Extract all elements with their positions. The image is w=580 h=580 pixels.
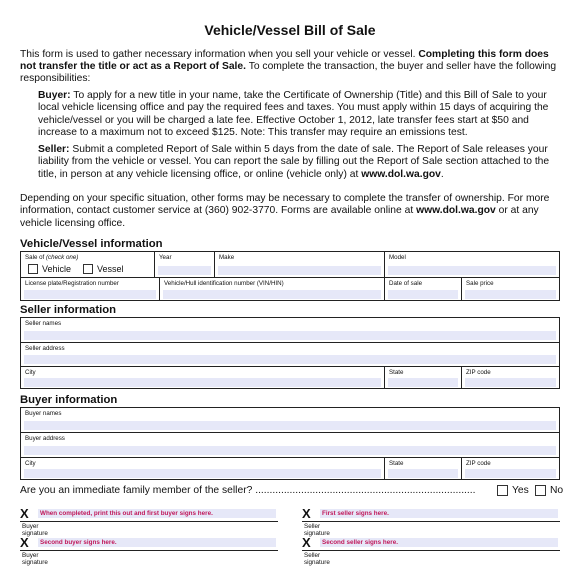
family-member-question: Are you an immediate family member of the seller? ............................................................................. (20, 485, 476, 496)
signature-x-mark: X (302, 506, 311, 521)
seller-names-input[interactable] (24, 331, 556, 340)
model-cell (384, 252, 559, 277)
seller-signature-caption: Seller signature (304, 523, 330, 537)
buyer-info-grid (20, 407, 560, 480)
date-of-sale-input[interactable] (388, 290, 458, 299)
vin-cell (159, 278, 384, 301)
seller-city-row (21, 366, 559, 389)
depend-link[interactable]: www.dol.wa.gov (416, 205, 496, 217)
vehicle-info-grid (20, 251, 560, 301)
seller-city-label: City (25, 369, 36, 376)
second-seller-signature-field[interactable]: Second seller signs here. (320, 538, 558, 547)
year-label: Year (159, 254, 172, 261)
first-buyer-signature-field[interactable]: When completed, print this out and first buyer signs here. (38, 509, 276, 518)
buyer-zip-input[interactable] (465, 469, 556, 478)
seller-city-cell (21, 367, 384, 389)
buyer-city-label: City (25, 460, 36, 467)
seller-address-label: Seller address (25, 345, 65, 352)
page-title: Vehicle/Vessel Bill of Sale (204, 22, 376, 38)
no-checkbox[interactable] (535, 485, 563, 496)
buyer-address-row (21, 432, 559, 457)
buyer-address-label: Buyer address (25, 435, 65, 442)
yes-checkbox-box[interactable] (497, 485, 508, 496)
model-input[interactable] (388, 266, 556, 275)
buyer-names-row (21, 408, 559, 432)
signature-x-mark: X (20, 535, 29, 550)
buyer-zip-cell (461, 458, 559, 480)
signature-line (302, 521, 560, 522)
vessel-checkbox-label: Vessel (97, 264, 124, 274)
seller-address-row (21, 342, 559, 366)
intro-bold: Completing this form does not transfer the title or act as a Report of Sale. (20, 49, 549, 72)
signature-x-mark: X (20, 506, 29, 521)
buyer-names-label: Buyer names (25, 410, 62, 417)
seller-address-input[interactable] (24, 355, 556, 364)
plate-cell (21, 278, 159, 301)
no-label: No (550, 485, 564, 496)
date-of-sale-cell (384, 278, 461, 301)
no-checkbox-box[interactable] (535, 485, 546, 496)
intro-text: This form is used to gather necessary information when you sell your vehicle or vessel. (20, 49, 419, 60)
yes-label: Yes (512, 485, 529, 496)
vehicle-checkbox-label: Vehicle (42, 264, 72, 274)
seller-city-input[interactable] (24, 378, 381, 387)
buyer-state-label: State (389, 460, 404, 467)
make-cell (214, 252, 384, 277)
buyer-section-heading: Buyer information (20, 394, 118, 406)
buyer-label: Buyer: (38, 90, 71, 101)
buyer-city-input[interactable] (24, 469, 381, 478)
sale-of-label: Sale of (check one) (25, 254, 79, 261)
signature-line (302, 550, 560, 551)
vehicle-row-1 (21, 252, 559, 277)
seller-info-grid (20, 317, 560, 389)
seller-zip-label: ZIP code (466, 369, 491, 376)
seller-section-heading: Seller information (20, 304, 117, 316)
make-label: Make (219, 254, 235, 261)
seller-names-label: Seller names (25, 320, 62, 327)
buyer-names-input[interactable] (24, 421, 556, 430)
make-input[interactable] (218, 266, 381, 275)
first-seller-signature-field[interactable]: First seller signs here. (320, 509, 558, 518)
depending-paragraph (20, 193, 565, 230)
vehicle-section-heading: Vehicle/Vessel information (20, 238, 163, 250)
seller-state-cell (384, 367, 461, 389)
vessel-checkbox[interactable] (83, 264, 124, 274)
date-of-sale-label: Date of sale (389, 280, 423, 287)
buyer-city-row (21, 457, 559, 480)
vehicle-row-2 (21, 277, 559, 301)
seller-signature-caption: Seller signature (304, 552, 330, 566)
seller-state-input[interactable] (388, 378, 458, 387)
plate-label: License plate/Registration number (25, 280, 119, 287)
signature-line (20, 550, 278, 551)
plate-input[interactable] (24, 290, 156, 299)
model-label: Model (389, 254, 406, 261)
vin-input[interactable] (163, 290, 381, 299)
buyer-signature-caption: Buyer signature (22, 552, 48, 566)
second-buyer-signature-field[interactable]: Second buyer signs here. (38, 538, 276, 547)
intro-text-end: To complete the transaction, the buyer and seller have the following responsibilities: (20, 61, 557, 84)
vehicle-checkbox[interactable] (28, 264, 71, 274)
seller-responsibility (38, 144, 563, 181)
signature-x-mark: X (302, 535, 311, 550)
seller-zip-input[interactable] (465, 378, 556, 387)
seller-end: . (440, 168, 444, 180)
buyer-responsibility (38, 90, 563, 139)
sale-price-cell (461, 278, 559, 301)
buyer-city-cell (21, 458, 384, 480)
depend-text: Depending on your specific situation, other forms may be necessary to complete the transfer of ownership. For more information, contact customer service at (360) 902-3770. Forms are available online at (20, 193, 550, 217)
depend-text-end: or at any vehicle licensing office. (20, 205, 539, 229)
seller-zip-cell (461, 367, 559, 389)
vehicle-checkbox-box[interactable] (28, 264, 38, 274)
buyer-state-cell (384, 458, 461, 480)
seller-label: Seller: (38, 144, 70, 155)
year-cell (154, 252, 214, 277)
yes-checkbox[interactable] (497, 485, 529, 496)
buyer-zip-label: ZIP code (466, 460, 491, 467)
buyer-address-input[interactable] (24, 446, 556, 455)
signature-line (20, 521, 278, 522)
buyer-state-input[interactable] (388, 469, 458, 478)
seller-link[interactable]: www.dol.wa.gov (361, 168, 441, 180)
seller-state-label: State (389, 369, 404, 376)
sale-price-input[interactable] (465, 290, 556, 299)
buyer-signature-caption: Buyer signature (22, 523, 48, 537)
sale-price-label: Sale price (466, 280, 494, 287)
sale-of-cell (21, 252, 154, 277)
intro-paragraph (20, 49, 565, 85)
seller-text: Submit a completed Report of Sale within 5 days from the date of sale. The Report of Sale releases your liability from the vehicle or vessel. You can report the sale by filling out the Report of Sale section attached to the title, in person at any vehicle licensing office, or online (vehicle only) at (38, 144, 550, 180)
vin-label: Vehicle/Hull identification number (VIN/HIN) (164, 280, 284, 287)
year-input[interactable] (158, 266, 211, 275)
seller-names-row (21, 318, 559, 342)
vessel-checkbox-box[interactable] (83, 264, 93, 274)
buyer-text: To apply for a new title in your name, take the Certificate of Ownership (Title) and this Bill of Sale to your local vehicle licensing office and pay the required fees and taxes. You must apply within 15 days of acquiring the vehicle/vessel or you will be charged a late fee. Effective October 1, 2012, late transfer fees start at $50 and increase to a maximum not to exceed $125. Note: This transfer may require an emissions test. (38, 90, 549, 138)
